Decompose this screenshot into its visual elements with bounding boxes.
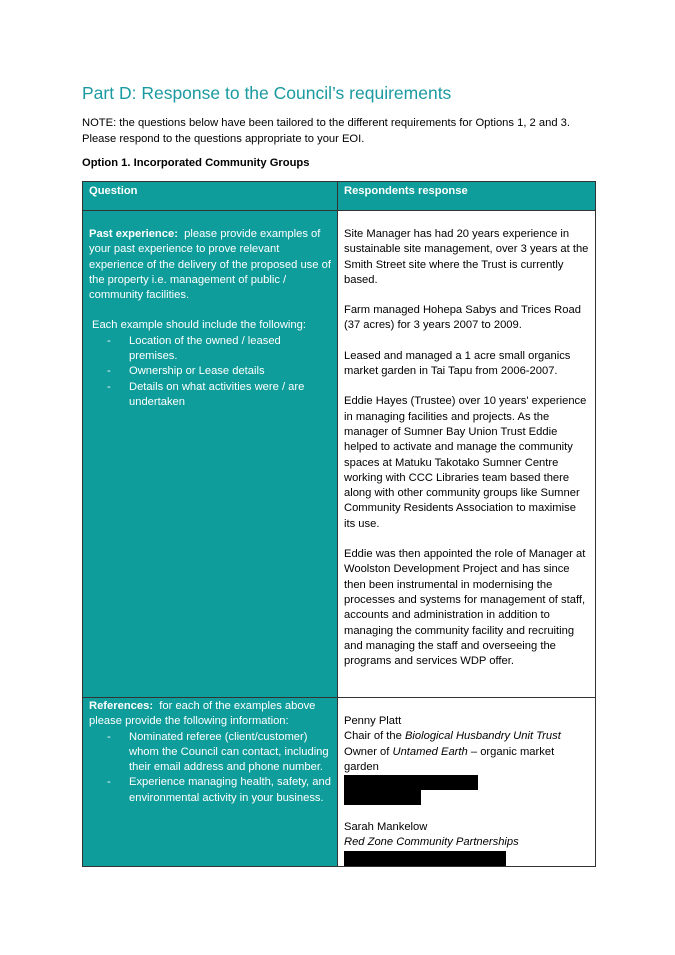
header-response: Respondents response (338, 182, 596, 211)
list-item: - Ownership or Lease details (107, 365, 265, 378)
response-past-experience (338, 211, 596, 698)
response-paragraph: Site Manager has had 20 years experience in sustainable site management, over 3 years at the Smith Street site where the Trust is currently based. (344, 228, 589, 286)
references-text (89, 699, 331, 730)
question-past-experience (83, 211, 338, 698)
past-experience-list-intro: Each example should include the following: (92, 319, 306, 332)
references-label: References: (89, 700, 154, 712)
note-line-2: Please respond to the questions appropriate to your EOI. (82, 133, 365, 145)
list-item: - Experience managing health, safety, and environmental activity in your business. (107, 776, 331, 804)
references-list (89, 730, 331, 806)
response-paragraph: Leased and managed a 1 acre small organics market garden in Tai Tapu from 2006-2007. (344, 349, 571, 378)
response-paragraph: Eddie Hayes (Trustee) over 10 years' experience in managing facilities and projects. As the manager of Sumner Bay Union Trust Eddie helped to activate and manage the community spaces at Matuku Takotako Sumner Centre working with CCC Libraries team based there along with other community groups like Sumner Community Residents Association to maximise its use. (344, 395, 587, 530)
referee-1-owner: Owner of Untamed Earth – organic market garden (344, 745, 555, 773)
list-item: - Location of the owned / leased premises. (107, 334, 281, 363)
redaction-bar (344, 775, 478, 790)
past-experience-intro: please provide examples of your past experience to prove relevant experience of the delivery of the proposed use of the property i.e. management of public / community facilities. (89, 228, 331, 302)
referee-1-role: Chair of the Biological Husbandry Unit Trust (344, 730, 561, 743)
option-heading: Option 1. Incorporated Community Groups (82, 157, 310, 169)
referee-2-name: Sarah Mankelow (344, 821, 428, 834)
referee-2-org: Red Zone Community Partnerships (344, 836, 519, 849)
page-title: Part D: Response to the Council’s requirements (82, 83, 452, 103)
list-item: - Details on what activities were / are undertaken (107, 380, 305, 408)
question-references (83, 698, 338, 867)
note-paragraph (82, 115, 602, 147)
referee-1-name: Penny Platt (344, 715, 402, 727)
table-row-references (83, 698, 596, 867)
response-paragraph: Farm managed Hohepa Sabys and Trices Road (37 acres) for 3 years 2007 to 2009. (344, 304, 581, 332)
response-paragraph: Eddie was then appointed the role of Manager at Woolston Development Project and has since then been instrumental in modernising the processes and systems for management of staff, accounts and administration in addition to managing the community facility and recruiting and managing the staff and overseeing the programs and services WDP offer. (344, 548, 586, 668)
redaction-bar (344, 790, 421, 805)
redaction-bar (344, 851, 506, 866)
table-row-past-experience (83, 211, 596, 698)
response-table (82, 181, 596, 867)
note-line-1: NOTE: the questions below have been tailored to the different requirements for Options 1, 2 and 3. (82, 117, 570, 129)
response-references (338, 698, 596, 867)
past-experience-text (89, 227, 331, 303)
past-experience-list (89, 334, 331, 410)
list-item: - Nominated referee (client/customer) whom the Council can contact, including their email address and phone number. (107, 730, 329, 774)
header-question: Question (83, 182, 338, 211)
references-intro: for each of the examples above please provide the following information: (89, 700, 316, 728)
table-header-row (83, 182, 596, 211)
past-experience-label: Past experience: (89, 228, 178, 240)
